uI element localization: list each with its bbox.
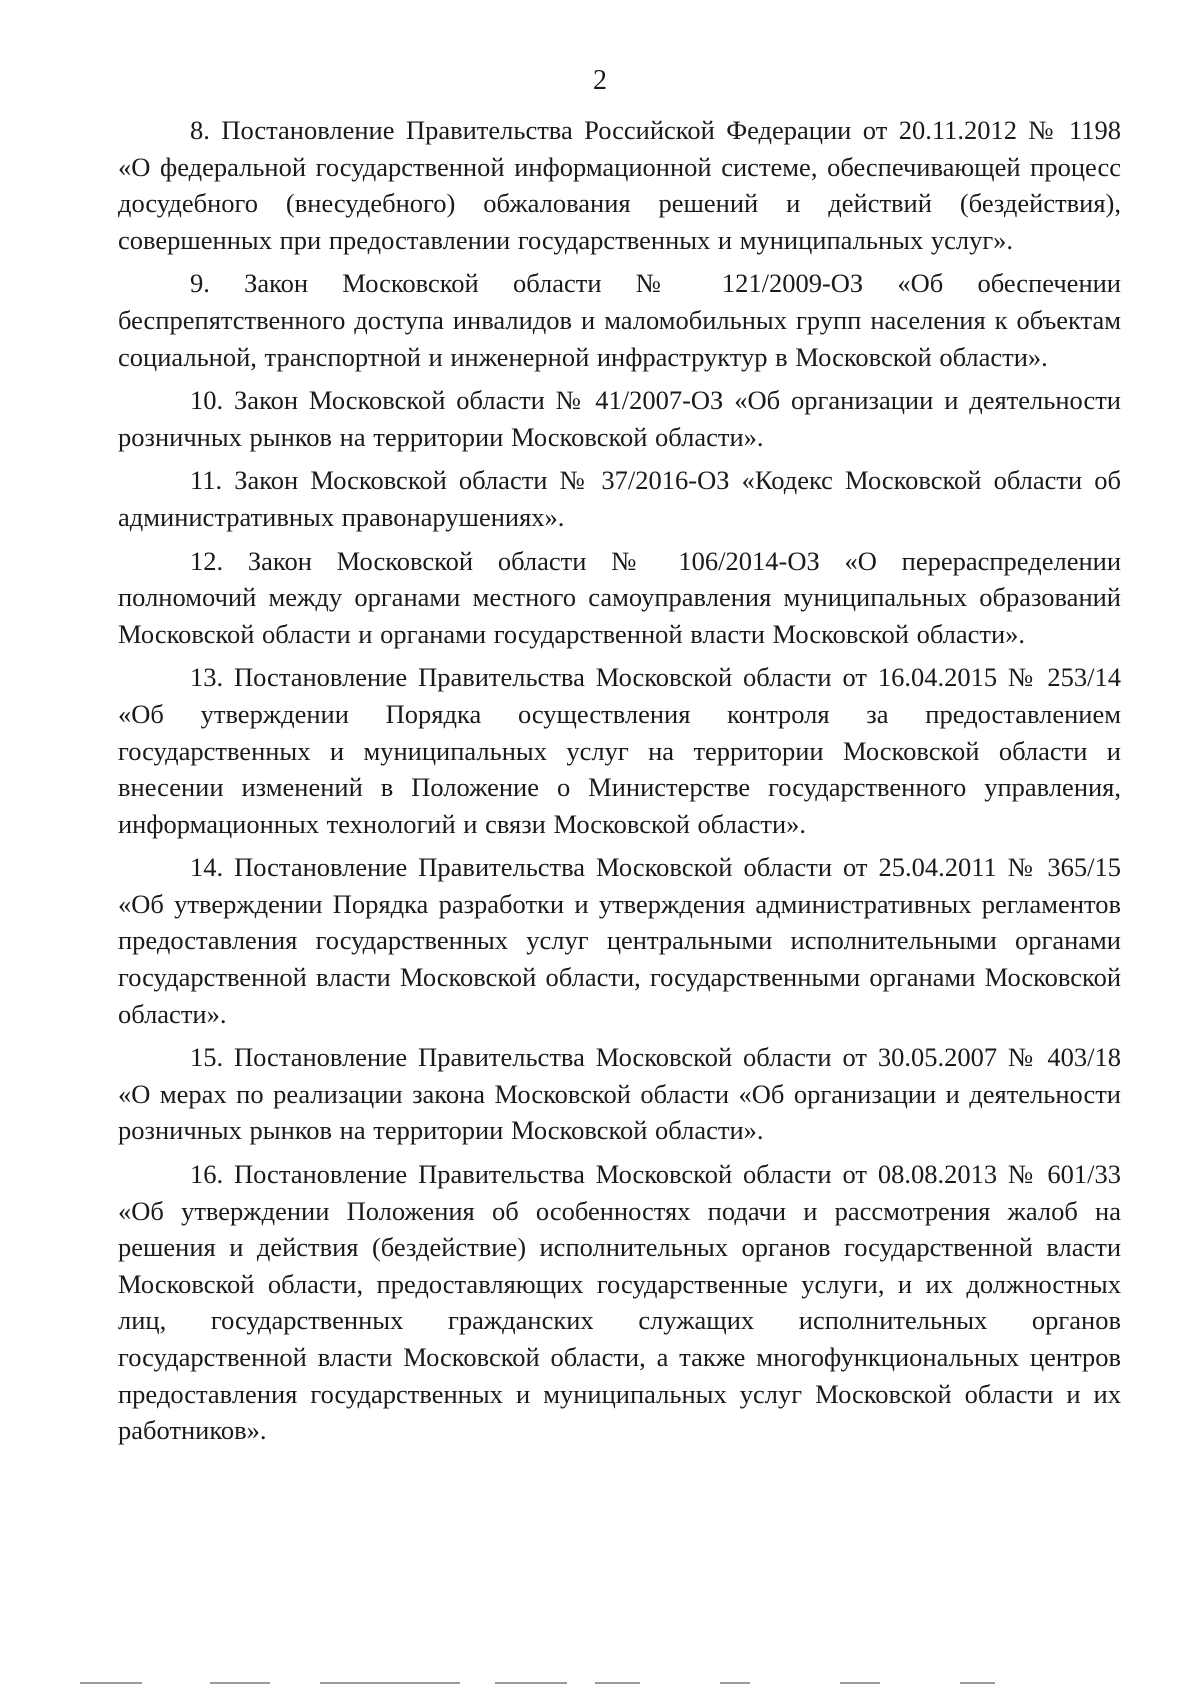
list-item: 11. Закон Московской области № 37/2016-ОЗ «Кодекс Московской области об административных правонарушениях». [118, 465, 1121, 532]
list-item: 14. Постановление Правительства Московской области от 25.04.2011 № 365/15 «Об утверждении Порядка разработки и утверждения административных регламентов предоставления государственных услуг центральными исполнительными органами государственной власти Московской области, государственными органами Московской области». [118, 852, 1121, 1029]
list-item: 9. Закон Московской области № 121/2009-ОЗ «Об обеспечении беспрепятственного доступа инвалидов и маломобильных групп населения к объектам социальной, транспортной и инженерной инфраструктур в Московской области». [118, 268, 1121, 372]
scan-artifact-line [495, 1682, 567, 1684]
list-item: 10. Закон Московской области № 41/2007-ОЗ «Об организации и деятельности розничных рынков на территории Московской области». [118, 385, 1121, 452]
scan-artifact-line [840, 1682, 880, 1684]
list-item: 15. Постановление Правительства Московской области от 30.05.2007 № 403/18 «О мерах по реализации закона Московской области «Об организации и деятельности розничных рынков на территории Московской области». [118, 1042, 1121, 1146]
list-item: 13. Постановление Правительства Московской области от 16.04.2015 № 253/14 «Об утверждении Порядка осуществления контроля за предоставлением государственных и муниципальных услуг на территории Московской области и внесении изменений в Положение о Министерстве государственного управления, информационных технологий и связи Московской области». [118, 662, 1121, 839]
scan-artifact-line [210, 1682, 270, 1684]
list-item: 8. Постановление Правительства Российской Федерации от 20.11.2012 № 1198 «О федеральной государственной информационной системе, обеспечивающей процесс досудебного (внесудебного) обжалования решений и действий (бездействия), совершенных при предоставлении государственных и муниципальных услуг». [118, 115, 1121, 255]
document-body [118, 112, 1121, 1456]
list-item: 16. Постановление Правительства Московской области от 08.08.2013 № 601/33 «Об утверждении Положения об особенностях подачи и рассмотрения жалоб на решения и действия (бездействие) исполнительных органов государственной власти Московской области, предоставляющих государственные услуги, и их должностных лиц, государственных гражданских служащих исполнительных органов государственной власти Московской области, а также многофункциональных центров предоставления государственных и муниципальных услуг Московской области и их работников». [118, 1159, 1121, 1446]
scan-artifact-line [80, 1682, 142, 1684]
scan-artifact-line [595, 1682, 640, 1684]
scan-artifact-line [960, 1682, 995, 1684]
scan-artifact-line [320, 1682, 460, 1684]
scan-artifact-lines [60, 1682, 1120, 1688]
list-item: 12. Закон Московской области № 106/2014-ОЗ «О перераспределении полномочий между органами местного самоуправления муниципальных образований Московской области и органами государственной власти Московской области». [118, 545, 1121, 649]
scan-artifact-line [720, 1682, 750, 1684]
page-number: 2 [593, 65, 607, 96]
